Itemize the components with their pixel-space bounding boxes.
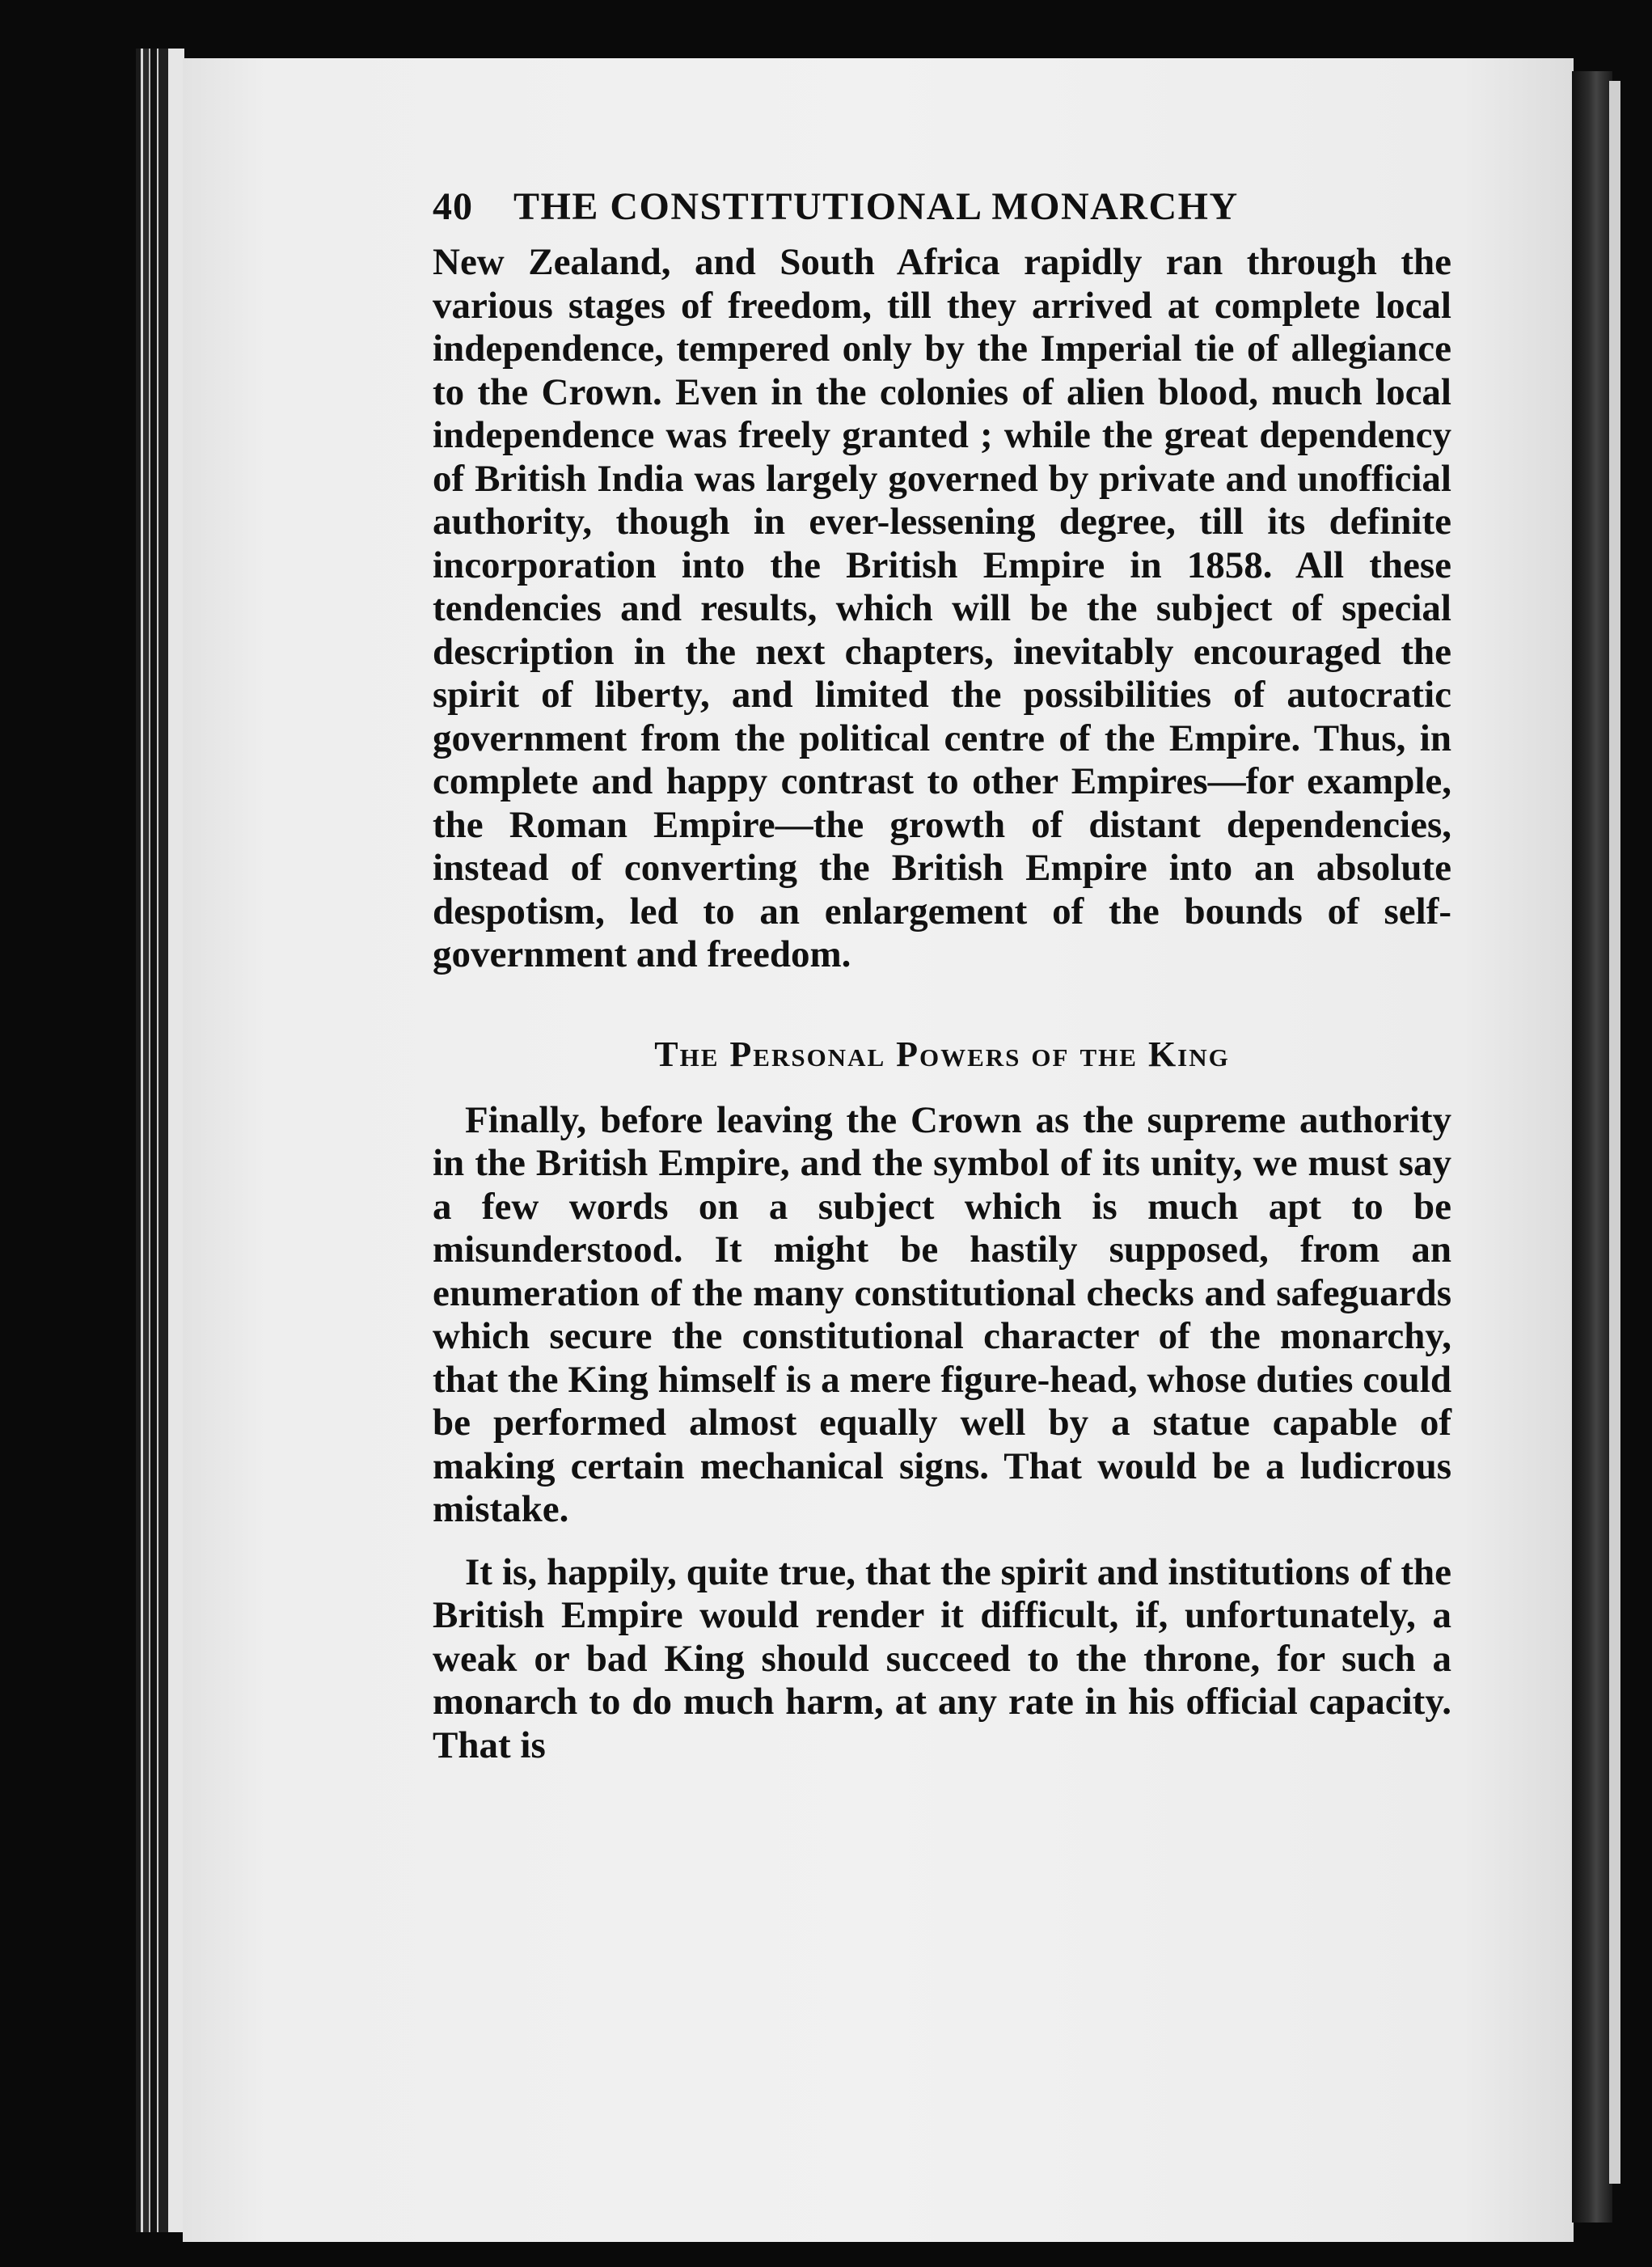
running-header bbox=[433, 184, 1451, 241]
next-leaf-edge bbox=[1572, 71, 1612, 2223]
section-paragraph-1: Finally, before leaving the Crown as the supreme authority in the British Empire, and the symbol of its unity, we must say a few words on a subject which is much apt to be misunderstood. It might be hastily supposed, from an enumeration of the many constitutional checks and safeguards which secure the constitutional character of the monarchy, that the King himself is a mere figure-head, whose duties could be performed almost equally well by a statue capable of making certain mechanical signs. That would be a ludicrous mistake. bbox=[433, 1098, 1451, 1530]
running-title: THE CONSTITUTIONAL MONARCHY bbox=[513, 185, 1239, 228]
section-heading: The Personal Powers of the King bbox=[654, 1034, 1230, 1074]
body-paragraph-1: New Zealand, and South Africa rapidly ran through the various stages of freedom, till they arrived at complete local independence, tempered only by the Imperial tie of allegiance to the Crown. Even in the colonies of alien blood, much local independence was freely granted ; while the great dependency of British India was largely governed by private and unofficial authority, though in ever-lessening degree, till its definite incorporation into the British Empire in 1858. All these tendencies and results, which will be the subject of special description in the next chapters, inevitably encouraged the spirit of liberty, and limited the possibilities of autocratic government from the political centre of the Empire. Thus, in complete and happy contrast to other Empires—for example, the Roman Empire—the growth of distant dependencies, instead of converting the British Empire into an absolute despotism, led to an enlargement of the bounds of self-government and freedom. bbox=[433, 241, 1451, 975]
page-number: 40 bbox=[433, 185, 473, 228]
next-leaf-margin bbox=[1609, 81, 1620, 2184]
section-paragraph-2: It is, happily, quite true, that the spirit and institutions of the British Empire would render it difficult, if, unfortunately, a weak or bad King should succeed to the throne, for such a monarch to do much harm, at any rate in his official capacity. That is bbox=[433, 1550, 1451, 1766]
book-binding-edge bbox=[136, 49, 184, 2232]
page-text-block bbox=[433, 184, 1451, 1767]
paragraph-gap bbox=[433, 1532, 1451, 1551]
